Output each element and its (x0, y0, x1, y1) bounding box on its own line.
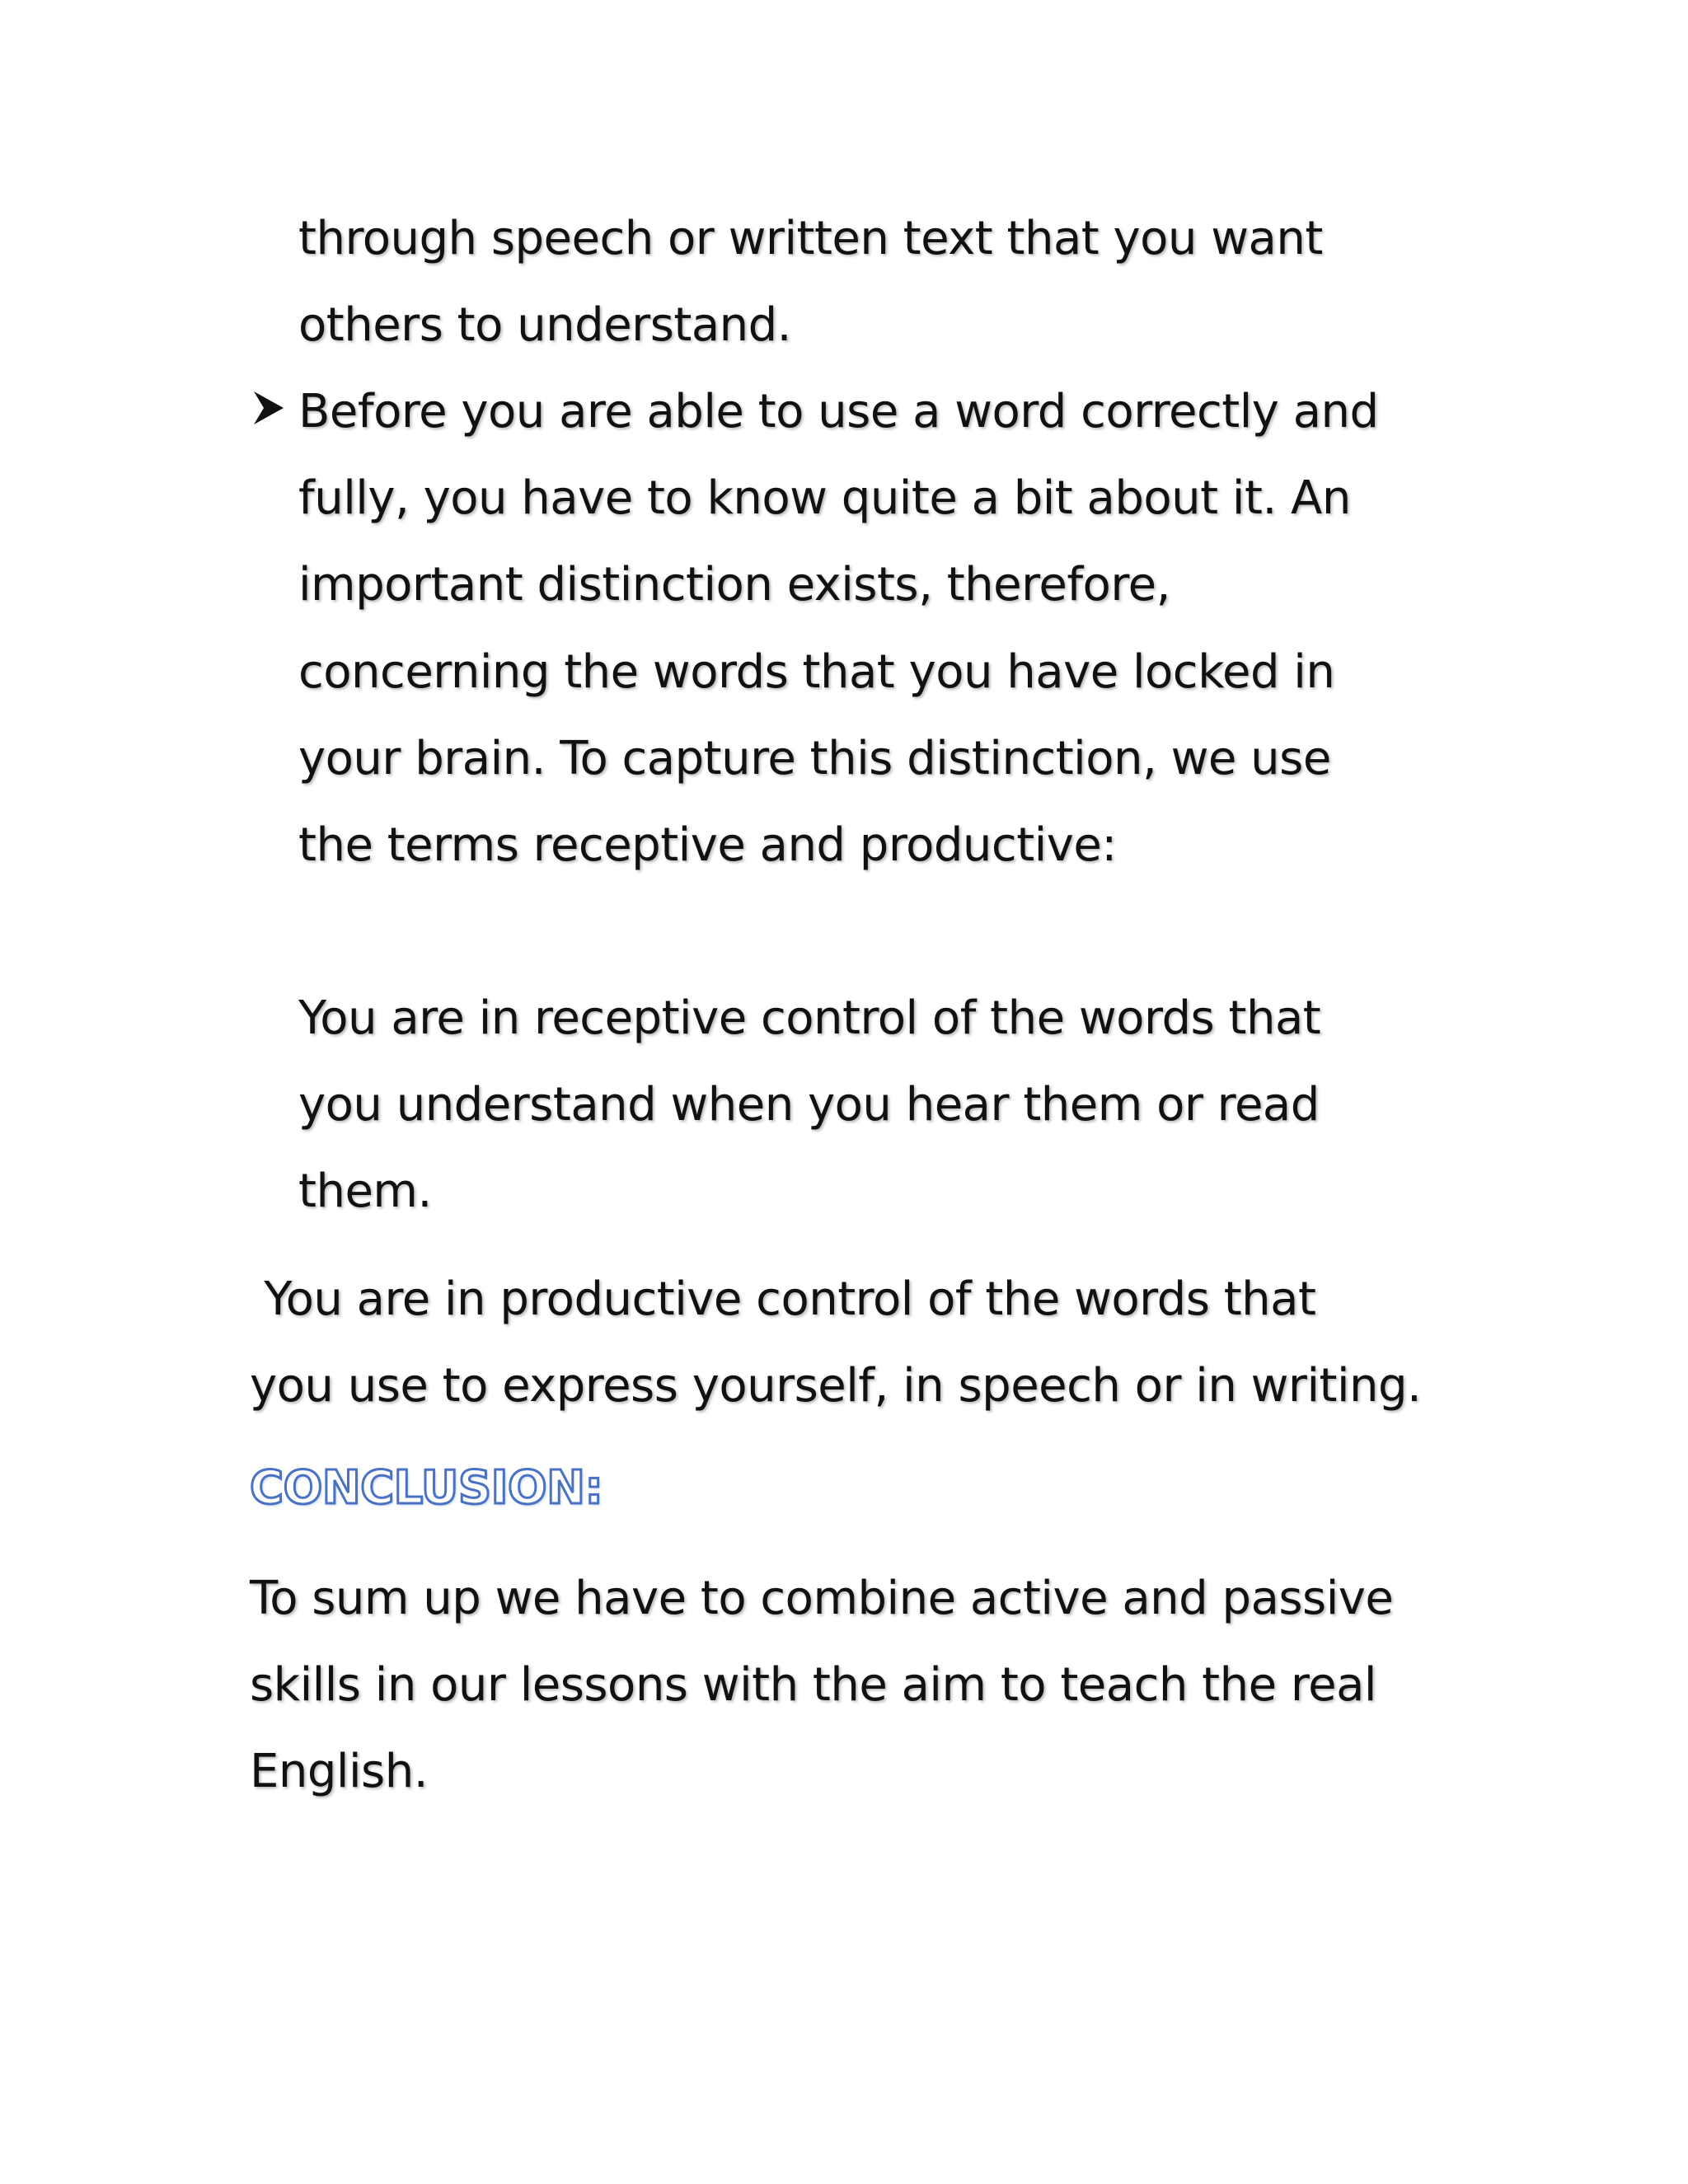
bullet-line-6: the terms receptive and productive: (298, 818, 1117, 872)
continuation-line-2: others to understand. (298, 298, 791, 352)
conclusion-line-1: To sum up we have to combine active and passive (250, 1572, 1394, 1625)
bullet-line-5: your brain. To capture this distinction, we use (298, 732, 1331, 785)
arrowhead-bullet-icon (251, 389, 286, 427)
receptive-line-2: you understand when you hear them or read (298, 1078, 1320, 1132)
receptive-line-1: You are in receptive control of the words that (298, 991, 1321, 1045)
bullet-line-4: concerning the words that you have locked in (298, 645, 1335, 699)
productive-line-2: you use to express yourself, in speech or in writing. (250, 1359, 1422, 1413)
conclusion-heading: CONCLUSION: (250, 1461, 603, 1515)
bullet-line-2: fully, you have to know quite a bit about it. An (298, 471, 1351, 525)
conclusion-line-2: skills in our lessons with the aim to teach the real (250, 1658, 1376, 1712)
bullet-line-3: important distinction exists, therefore, (298, 558, 1170, 612)
receptive-line-3: them. (298, 1165, 432, 1218)
conclusion-line-3: English. (250, 1745, 429, 1798)
continuation-line-1: through speech or written text that you want (298, 212, 1323, 265)
productive-line-1: You are in productive control of the words that (250, 1272, 1316, 1326)
bullet-line-1: Before you are able to use a word correctly and (298, 385, 1379, 438)
